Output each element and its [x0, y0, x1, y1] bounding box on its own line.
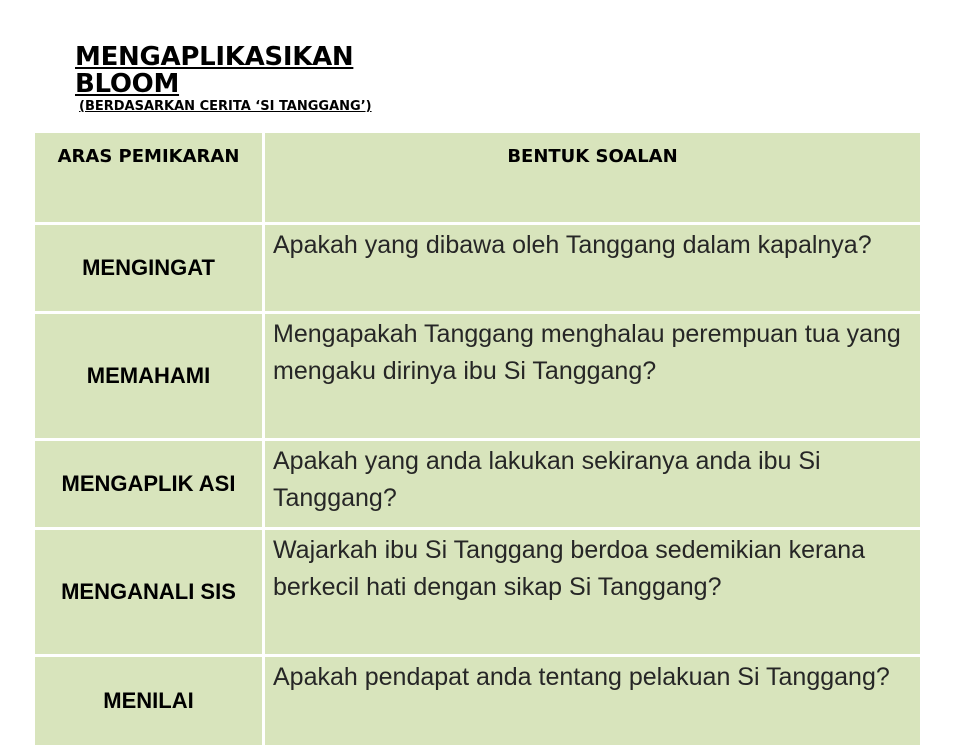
level-cell: MENILAI [34, 656, 264, 747]
header-thinking-level: ARAS PEMIKARAN [34, 132, 264, 224]
question-cell: Apakah yang anda lakukan sekiranya anda ibu Si Tanggang? [264, 440, 922, 529]
header-question-form: BENTUK SOALAN [264, 132, 922, 224]
table-row [34, 656, 922, 747]
bloom-table [32, 130, 923, 748]
page-subtitle: (BERDASARKAN CERITA ‘SI TANGGANG’) [79, 99, 372, 114]
level-cell: MENGAPLIK ASI [34, 440, 264, 529]
table-row [34, 440, 922, 529]
level-cell: MEMAHAMI [34, 313, 264, 440]
table-header-row [34, 132, 922, 224]
question-cell: Apakah yang dibawa oleh Tanggang dalam kapalnya? [264, 224, 922, 313]
level-cell: MENGANALI SIS [34, 529, 264, 656]
page-title-line-2: BLOOM [75, 69, 180, 99]
level-cell: MENGINGAT [34, 224, 264, 313]
question-cell: Wajarkah ibu Si Tanggang berdoa sedemikian kerana berkecil hati dengan sikap Si Tanggang? [264, 529, 922, 656]
page-title-line-1: MENGAPLIKASIKAN [75, 42, 354, 72]
table-row [34, 529, 922, 656]
question-cell: Mengapakah Tanggang menghalau perempuan tua yang mengaku dirinya ibu Si Tanggang? [264, 313, 922, 440]
table-row [34, 224, 922, 313]
title-block [75, 44, 372, 114]
question-cell: Apakah pendapat anda tentang pelakuan Si Tanggang? [264, 656, 922, 747]
table-row [34, 313, 922, 440]
